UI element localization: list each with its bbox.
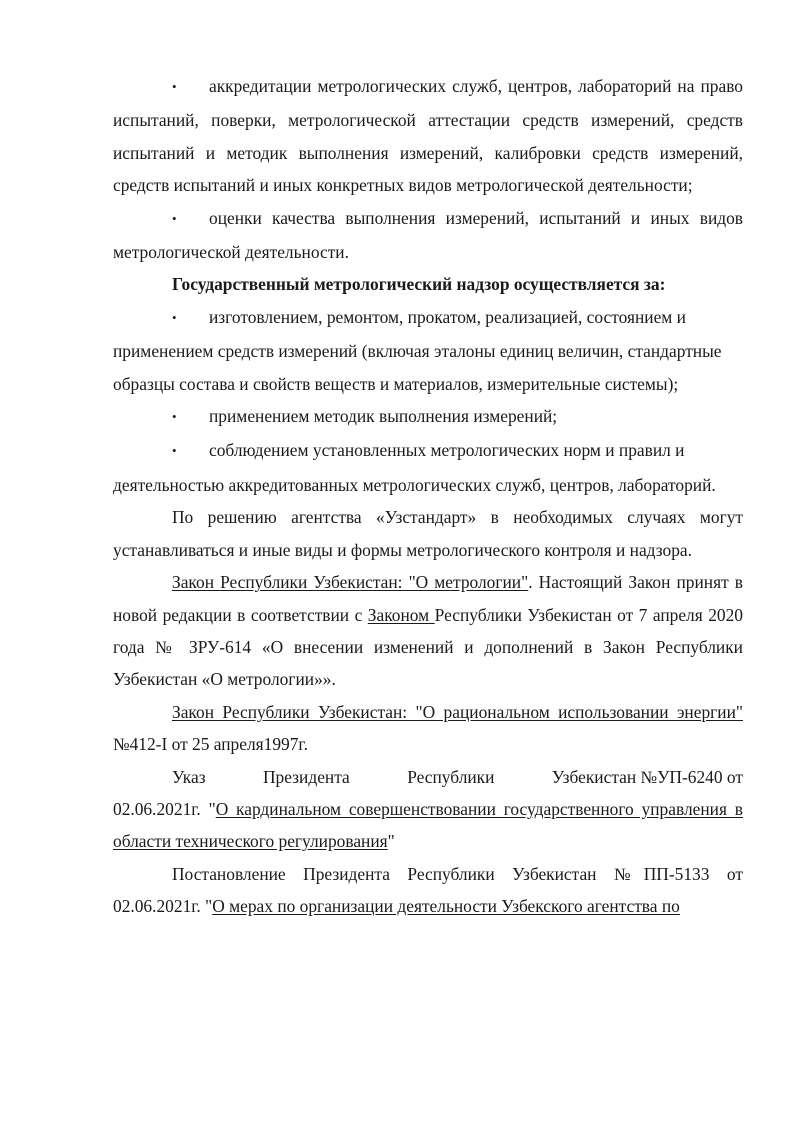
decree-word: Указ [172, 766, 206, 787]
paragraph-text: Республики Узбекистан от 7 апреля 2020 года № ЗРУ-614 «О внесении изменений и дополнений в Закон Республики Узбекистан «О метрологии»». [113, 604, 743, 690]
paragraph-text: Постановление Президента Республики Узбекистан №ПП-5133 от 02.06.2021г. " [113, 863, 743, 917]
paragraph-decree [113, 761, 743, 858]
decree-rest [113, 793, 743, 858]
paragraph-accreditation [113, 70, 743, 202]
law-energy-link[interactable]: Закон Республики Узбекистан: "О рациональном использовании энергии" [172, 701, 743, 722]
paragraph-text: 02.06.2021г. " [113, 798, 216, 819]
decree-word: Президента [262, 766, 350, 787]
paragraph-manufacturing [113, 301, 743, 400]
law-link[interactable]: Законом [367, 604, 435, 625]
decree-word: Республики [407, 766, 495, 787]
paragraph-text: аккредитации метрологических служб, центров, лабораторий на право испытаний, поверки, метрологической аттестации средств измерений, средств испытаний и методик выполнения измерений, калибровки средств измерений, средств испытаний и иных конкретных видов метрологической деятельности; [113, 76, 743, 196]
paragraph-text: . Настоящий Закон принят в новой редакции в соответствии с [113, 572, 743, 625]
bullet-icon: • [172, 409, 177, 425]
paragraph-quality-assessment [113, 202, 743, 269]
resolution-link[interactable]: О мерах по организации деятельности Узбекского агентства по [212, 896, 680, 917]
decree-first-line [113, 761, 743, 793]
paragraph-text: №412-I от 25 апреля1997г. [113, 734, 308, 755]
bullet-icon: • [172, 79, 177, 94]
bullet-icon: • [172, 443, 177, 459]
paragraph-law-energy [113, 696, 743, 761]
decree-word: Узбекистан №УП-6240 от [551, 766, 743, 787]
paragraph-text: " [387, 831, 395, 852]
paragraph-resolution [113, 858, 743, 923]
paragraph-law-metrology [113, 566, 743, 696]
paragraph-text: оценки качества выполнения измерений, испытаний и иных видов метрологической деятельности. [113, 207, 743, 263]
paragraph-uzstandard-decision: По решению агентства «Узстандарт» в необходимых случаях могут устанавливаться и иные виды и формы метрологического контроля и надзора. [113, 507, 743, 560]
paragraph-compliance [113, 434, 743, 501]
document-page [113, 70, 743, 923]
paragraph-text: соблюдением установленных метрологических норм и правил и деятельностью аккредитованных метрологических служб, центров, лабораторий. [113, 440, 716, 495]
paragraph-text: изготовлением, ремонтом, прокатом, реализацией, состоянием и применением средств измерений (включая эталоны единиц величин, стандартные образцы состава и свойств веществ и материалов, измерительные системы); [113, 306, 722, 394]
law-metrology-link[interactable]: Закон Республики Узбекистан: "О метрологии" [172, 572, 529, 593]
bullet-icon: • [172, 210, 177, 226]
paragraph-text: применением методик выполнения измерений; [209, 406, 558, 427]
section-heading: Государственный метрологический надзор осуществляется за: [172, 274, 666, 295]
decree-link[interactable]: О кардинальном совершенствовании государственного управления в области технического регулирования [113, 798, 743, 852]
bullet-icon: • [172, 309, 177, 325]
paragraph-methods [113, 400, 743, 434]
